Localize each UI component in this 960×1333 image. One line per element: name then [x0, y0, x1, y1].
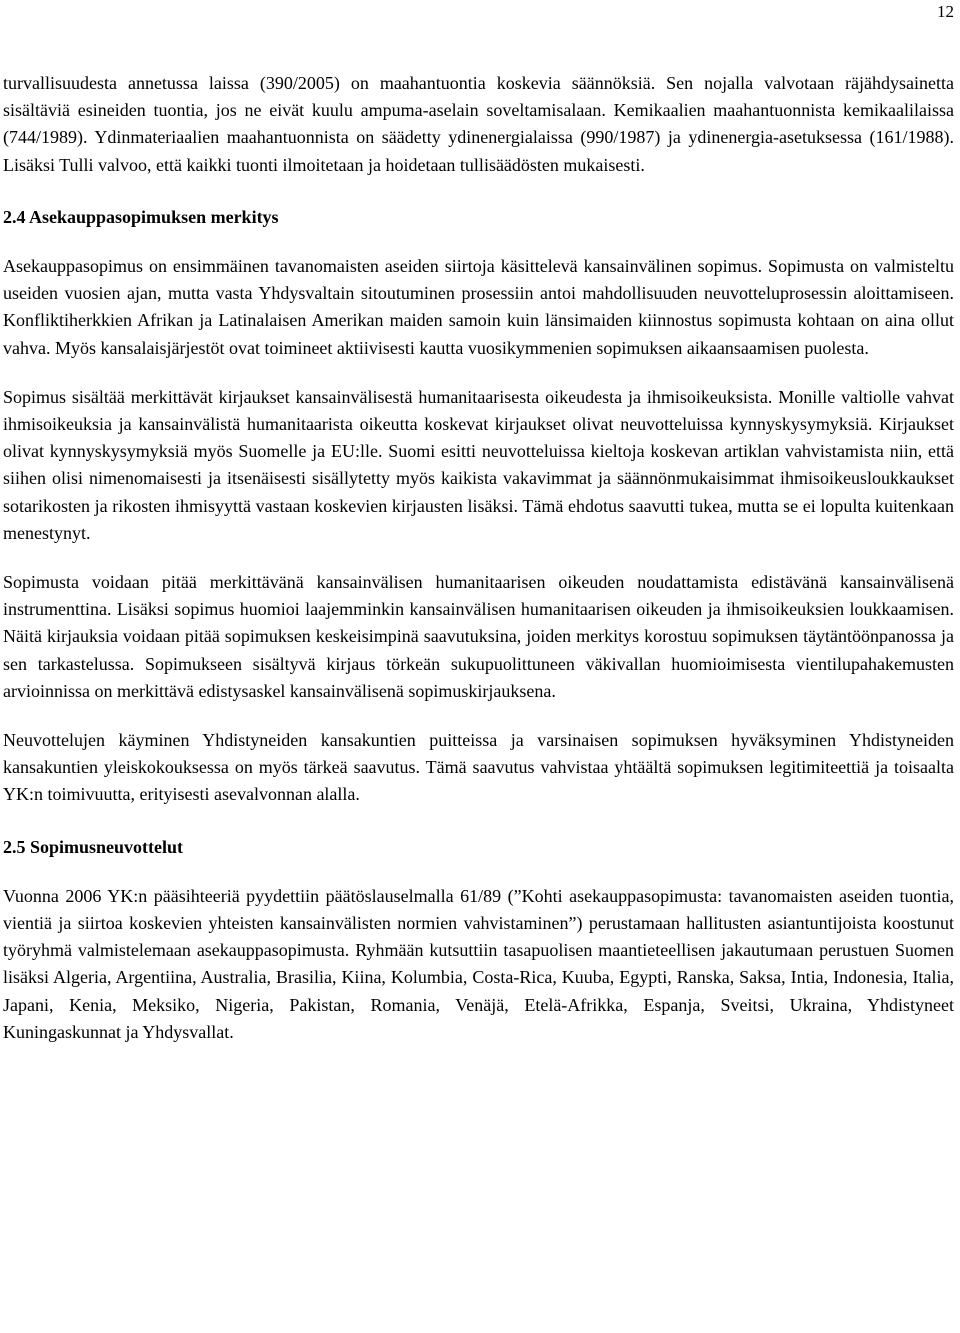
document-body [3, 70, 954, 1046]
paragraph-un-negotiations: Neuvottelujen käyminen Yhdistyneiden kansakuntien puitteissa ja varsinaisen sopimuksen hyväksyminen Yhdistyneiden kansakuntien yleiskokouksessa on myös tärkeä saavutus. Tämä saavutus vahvistaa yhtäältä sopimuksen legitimiteettiä ja toisaalta YK:n toimivuutta, erityisesti asevalvonnan alalla. [3, 730, 954, 805]
page-number: 12 [937, 2, 954, 21]
paragraph-treaty-first: Asekauppasopimus on ensimmäinen tavanomaisten aseiden siirtoja käsittelevä kansainvälinen sopimus. Sopimusta on valmisteltu useiden vuosien ajan, mutta vasta Yhdysvaltain sitoutuminen prosessiin antoi mahdollisuuden neuvotteluprosessin aloittamiseen. Konfliktiherkkien Afrikan ja Latinalaisen Amerikan maiden samoin kuin länsimaiden kiinnostus sopimusta kohtaan on aina ollut vahva. Myös kansalaisjärjestöt ovat toimineet aktiivisesti kautta vuosikymmenien sopimuksen aikaansaamisen puolesta. [3, 256, 954, 358]
paragraph-negotiation-history: Vuonna 2006 YK:n pääsihteeriä pyydettiin päätöslauselmalla 61/89 (”Kohti asekauppasopimusta: tavanomaisten aseiden tuontia, vientiä ja siirtoa koskevien yhteisten kansainvälisten normien vahvistaminen”) perustamaan hallitusten asiantuntijoista koostunut työryhmä valmistelemaan asekauppasopimusta. Ryhmään kutsuttiin tasapuolisen maantieteellisen jakautumaan perustuen Suomen lisäksi Algeria, Argentiina, Australia, Brasilia, Kiina, Kolumbia, Costa-Rica, Kuuba, Egypti, Ranska, Saksa, Intia, Indonesia, Italia, Japani, Kenia, Meksiko, Nigeria, Pakistan, Romania, Venäjä, Etelä-Afrikka, Espanja, Sveitsi, Ukraina, Yhdistyneet Kuningaskunnat ja Yhdysvallat. [3, 885, 954, 1042]
paragraph-import-regulations: turvallisuudesta annetussa laissa (390/2005) on maahantuontia koskevia säännöksiä. Sen nojalla valvotaan räjähdysainetta sisältäviä esineiden tuontia, jos ne eivät kuulu ampuma-aselain soveltamisalaan. Kemikaalien maahantuonnista kemikaalilaissa (744/1989). Ydinmateriaalien maahantuonnista on säädetty ydinenergialaissa (990/1987) ja ydinenergia-asetuksessa (161/1988). Lisäksi Tulli valvoo, että kaikki tuonti ilmoitetaan ja hoidetaan tullisäädösten mukaisesti. [3, 73, 954, 175]
paragraph-humanitarian-law: Sopimusta voidaan pitää merkittävänä kansainvälisen humanitaarisen oikeuden noudattamista edistävänä kansainvälisenä instrumenttina. Lisäksi sopimus huomioi laajemminkin kansainvälisen humanitaarisen oikeuden ja ihmisoikeuksien loukkaamisen. Näitä kirjauksia voidaan pitää sopimuksen keskeisimpinä saavutuksina, joiden merkitys korostuu sopimuksen täytäntöönpanossa ja sen tarkastelussa. Sopimukseen sisältyvä kirjaus törkeän sukupuolittuneen väkivallan huomioimisesta vientilupahakemusten arvioinnissa on merkittävä edistysaskel kansainvälisenä sopimuskirjauksena. [3, 572, 954, 701]
section-heading-2-4: 2.4 Asekauppasopimuksen merkitys [3, 206, 279, 227]
section-heading-2-5: 2.5 Sopimusneuvottelut [3, 836, 184, 857]
paragraph-human-rights: Sopimus sisältää merkittävät kirjaukset kansainvälisestä humanitaarisesta oikeudesta ja ihmisoikeuksista. Monille valtiolle vahvat ihmisoikeuksia ja kansainvälistä humanitaarista oikeutta koskevat kirjaukset olivat neuvotteluissa kynnyskysymyksiä. Kirjaukset olivat kynnyskysymyksiä myös Suomelle ja EU:lle. Suomi esitti neuvotteluissa kieltoja koskevan artiklan vahvistamista niin, että siihen olisi nimenomaisesti ja itsenäisesti sisällytetty myös kaikista vakavimmat ja säännönmukaisimmat ihmisoikeusloukkaukset sotarikosten ja rikosten ihmisyyttä vastaan koskevien kirjausten lisäksi. Tämä ehdotus saavutti tukea, mutta se ei lopulta kuitenkaan menestynyt. [3, 386, 954, 543]
